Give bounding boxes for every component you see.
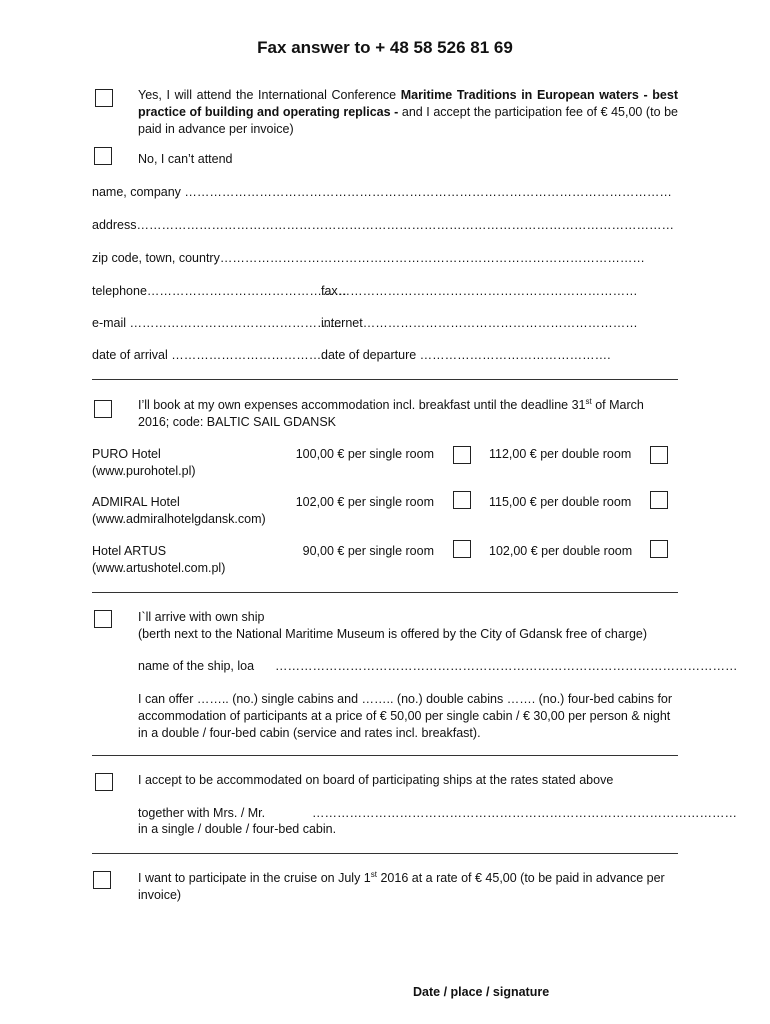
conference-name: Maritime Traditions in European waters - best practice of building and operating replicas -: [138, 88, 678, 119]
artus-single-checkbox[interactable]: [453, 540, 471, 558]
together-with-label: together with Mrs. / Mr.: [138, 806, 266, 820]
single-room-price: 100,00 € per single room: [295, 447, 434, 461]
onboard-text: I accept to be accommodated on board of participating ships at the rates stated above: [138, 773, 614, 787]
ship-name-label: name of the ship, loa: [138, 659, 255, 673]
attend-no-checkbox[interactable]: [94, 147, 112, 165]
ship-name-field[interactable]: …………………………………………………………………………………………………: [275, 659, 738, 673]
date-of-departure-field[interactable]: date of departure ……………………………………….: [321, 348, 611, 362]
double-room-price: 102,00 € per double room: [489, 544, 633, 558]
together-with-field[interactable]: …………………………………………………………………………………………: [312, 806, 737, 820]
date-of-arrival-field[interactable]: date of arrival ……………………………….: [92, 348, 325, 362]
hotel-name: Hotel ARTUS: [92, 544, 167, 558]
address-field[interactable]: address…………………………………………………………………………………………………………………: [92, 218, 674, 232]
cruise-checkbox[interactable]: [93, 871, 111, 889]
attend-yes-text: [138, 87, 678, 138]
cruise-sup: st: [370, 869, 377, 879]
name-company-field[interactable]: name, company ………………………………………………………………………………………………………: [92, 185, 672, 199]
internet-field[interactable]: internet…………………………………………………………: [321, 316, 638, 330]
own-booking-post: of March 2016; code: BALTIC SAIL GDANSK: [138, 398, 644, 429]
attend-yes-checkbox[interactable]: [95, 89, 113, 107]
attend-yes-pre: Yes, I will attend the International Conference: [138, 88, 401, 102]
hotel-name: PURO Hotel: [92, 447, 161, 461]
admiral-single-checkbox[interactable]: [453, 491, 471, 509]
berth-note: (berth next to the National Maritime Museum is offered by the City of Gdansk free of charge): [138, 627, 648, 641]
divider: [92, 755, 678, 756]
cabin-type-text: in a single / double / four-bed cabin.: [138, 822, 337, 836]
double-room-price: 115,00 € per double room: [489, 495, 632, 509]
page-title: Fax answer to + 48 58 526 81 69: [257, 38, 513, 57]
own-booking-pre: I’ll book at my own expenses accommodation incl. breakfast until the deadline 31: [138, 398, 586, 412]
puro-double-checkbox[interactable]: [650, 446, 668, 464]
divider: [92, 379, 678, 380]
cabin-offer-text: I can offer …….. (no.) single cabins and …….. (no.) double cabins ……. (no.) four-bed cabins for accommodation of participants at a price of € 50,00 per single cabin / € 30,00 per person & night in a double / four-bed cabin (service and rates incl. breakfast).: [138, 692, 673, 740]
attend-no-text: No, I can’t attend: [138, 152, 233, 166]
puro-single-checkbox[interactable]: [453, 446, 471, 464]
signature-label: Date / place / signature: [413, 985, 550, 999]
hotel-url: (www.admiralhotelgdansk.com): [92, 512, 266, 526]
email-field[interactable]: e-mail ……………………………………………: [92, 316, 343, 330]
admiral-double-checkbox[interactable]: [650, 491, 668, 509]
fax-field[interactable]: fax………………………………………………………………: [321, 284, 638, 298]
hotel-url: (www.artushotel.com.pl): [92, 561, 226, 575]
cruise-pre: I want to participate in the cruise on July 1: [138, 871, 371, 885]
divider: [92, 592, 678, 593]
single-room-price: 90,00 € per single room: [302, 544, 434, 558]
own-booking-checkbox[interactable]: [94, 400, 112, 418]
own-booking-text: [138, 397, 678, 431]
double-room-price: 112,00 € per double room: [489, 447, 632, 461]
single-room-price: 102,00 € per single room: [295, 495, 434, 509]
own-ship-checkbox[interactable]: [94, 610, 112, 628]
cruise-text: [138, 870, 678, 904]
onboard-checkbox[interactable]: [95, 773, 113, 791]
attend-yes-post: and I accept the participation fee of € 45,00 (to be paid in advance per invoice): [138, 105, 678, 136]
cruise-post: 2016 at a rate of € 45,00 (to be paid in advance per invoice): [138, 871, 665, 902]
artus-double-checkbox[interactable]: [650, 540, 668, 558]
telephone-field[interactable]: telephone…………………………………………: [92, 284, 347, 298]
hotel-url: (www.purohotel.pl): [92, 464, 196, 478]
own-booking-sup: st: [585, 396, 592, 406]
own-ship-text: I`ll arrive with own ship: [138, 610, 265, 624]
divider: [92, 853, 678, 854]
zip-town-country-field[interactable]: zip code, town, country…………………………………………………………………………………………: [92, 251, 645, 265]
hotel-name: ADMIRAL Hotel: [92, 495, 180, 509]
